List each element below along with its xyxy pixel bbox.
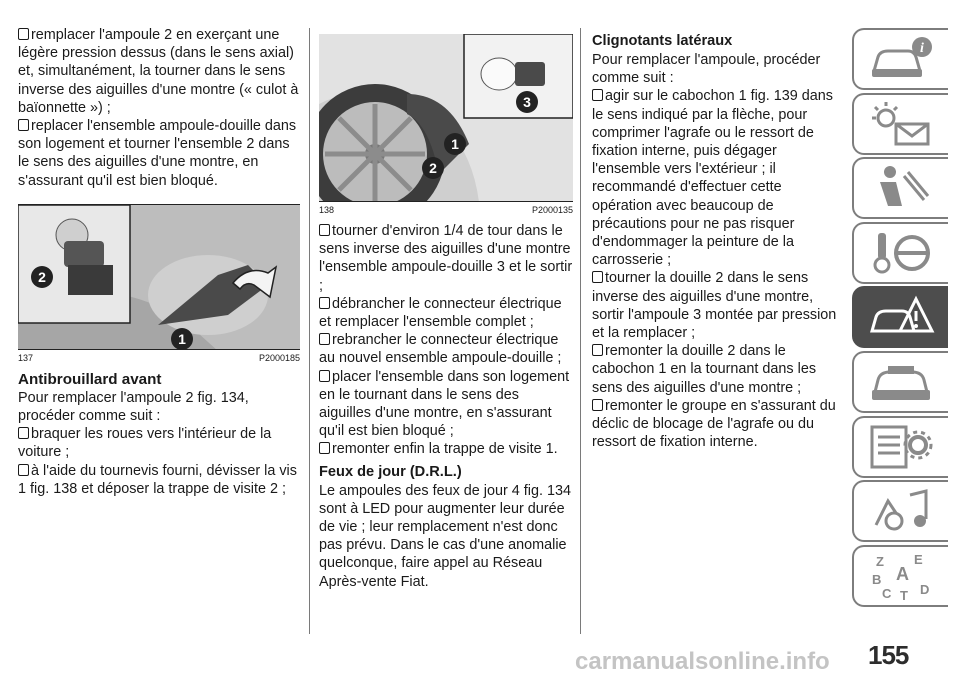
- list-item: placer l'ensemble dans son logement en le tournant dans le sens des aiguilles d'une montre, en s'assurant qu'il est bien bloqué ;: [319, 368, 570, 440]
- list-item: remonter la douille 2 dans le cabochon 1 en la tournant dans les sens des aiguilles d'une montre ;: [592, 343, 817, 396]
- list-item: rebrancher le connecteur électrique au nouvel ensemble ampoule-douille ;: [319, 332, 562, 367]
- column-2: [319, 34, 573, 591]
- bullet-icon: [319, 224, 330, 236]
- tab-warning-lights[interactable]: [852, 93, 948, 155]
- figure-137: [18, 204, 300, 350]
- index-letters-icon: [866, 550, 936, 602]
- bullet-icon: [592, 89, 603, 101]
- callout-2-icon: [30, 265, 54, 289]
- paragraph: Pour remplacer l'ampoule 2 fig. 134, procéder comme suit :: [18, 389, 249, 425]
- tab-car-info[interactable]: [852, 28, 948, 90]
- car-info-icon: [866, 33, 936, 85]
- column-divider: [309, 28, 310, 634]
- fog-lamp-illustration: [18, 205, 300, 350]
- watermark: carmanualsonline.info: [575, 648, 830, 675]
- column-1: [18, 26, 300, 498]
- section-heading: Antibrouillard avant: [18, 370, 162, 388]
- paragraph: Le ampoules des feux de jour 4 fig. 134 sont à LED pour augmenter leur durée de vie ; leur remplacement n'est donc pas prévu. Dans le cas d'une anomalie quelconque, faire appel au Réseau Après-vente Fiat.: [319, 482, 572, 590]
- figure-138: [319, 34, 573, 202]
- column-divider: [580, 28, 581, 634]
- svg-text:3: 3: [523, 94, 531, 110]
- svg-text:B: B: [872, 571, 882, 587]
- list-item: replacer l'ensemble ampoule-douille dans son logement et tourner l'ensemble 2 dans le sens des aiguilles d'une montre, en s'assurant qu'il est bien bloqué.: [18, 118, 297, 189]
- figure-caption: 137 P2000185: [18, 352, 300, 363]
- svg-text:D: D: [920, 581, 930, 597]
- tab-starting-driving[interactable]: [852, 222, 948, 284]
- bullet-icon: [592, 271, 603, 283]
- svg-text:2: 2: [38, 268, 46, 285]
- page-number: 155: [868, 640, 909, 670]
- svg-text:1: 1: [178, 330, 186, 347]
- bullet-icon: [319, 442, 330, 454]
- list-item: à l'aide du tournevis fourni, dévisser la vis 1 fig. 138 et déposer la trappe de visite 2 ;: [18, 462, 297, 497]
- section-heading: Feux de jour (D.R.L.): [319, 463, 462, 480]
- multimedia-icon: [866, 485, 936, 537]
- figure-caption: 138 P2000135: [319, 205, 573, 215]
- list-item: remplacer l'ampoule 2 en exerçant une légère pression dessus (dans le sens axial) et, simultanément, la tourner dans le sens inverse des aiguilles d'une montre (« culot à baïonnette ») ;: [18, 27, 299, 116]
- bullet-icon: [18, 28, 29, 40]
- specifications-gear-icon: [866, 421, 936, 473]
- svg-text:T: T: [900, 587, 908, 602]
- bullet-icon: [319, 297, 330, 309]
- bullet-icon: [18, 464, 29, 476]
- seat-airbag-icon: [866, 162, 936, 214]
- chapter-sidebar: [852, 28, 948, 609]
- bullet-icon: [592, 399, 603, 411]
- tab-index[interactable]: [852, 545, 948, 607]
- car-maintenance-icon: [866, 356, 936, 408]
- bullet-icon: [319, 333, 330, 345]
- bullet-icon: [592, 344, 603, 356]
- svg-text:Z: Z: [876, 553, 884, 569]
- callout-1-icon: [443, 132, 467, 156]
- svg-text:C: C: [882, 585, 892, 601]
- tab-maintenance[interactable]: [852, 351, 948, 413]
- svg-text:2: 2: [429, 160, 437, 176]
- list-item: remonter enfin la trappe de visite 1.: [319, 440, 573, 458]
- bullet-icon: [18, 427, 29, 439]
- list-item: braquer les roues vers l'intérieur de la voiture ;: [18, 426, 272, 461]
- section-heading: Clignotants latéraux: [592, 33, 733, 49]
- svg-text:i: i: [920, 41, 924, 56]
- warning-lights-icon: [866, 98, 936, 150]
- car-wheel-arch-illustration: [319, 34, 573, 202]
- list-item: remonter le groupe en s'assurant du déclic de blocage de l'agrafe ou du ressort de fixation interne.: [592, 397, 836, 451]
- callout-1-icon: [170, 327, 194, 350]
- emergency-car-icon: [866, 291, 936, 343]
- tab-specifications[interactable]: [852, 416, 948, 478]
- column-3: [592, 32, 838, 451]
- bullet-icon: [18, 119, 29, 131]
- callout-3-icon: [515, 90, 539, 114]
- svg-text:A: A: [896, 563, 909, 584]
- list-item: tourner d'environ 1/4 de tour dans le sens inverse des aiguilles d'une montre l'ensemble ampoule-douille 3 et le sortir ;: [319, 223, 573, 294]
- list-item: débrancher le connecteur électrique et remplacer l'ensemble complet ;: [319, 295, 562, 331]
- list-item: tourner la douille 2 dans le sens inverse des aiguilles d'une montre, sortir l'ampoule 3 montée par pression et la remplacer ;: [592, 270, 837, 342]
- svg-text:E: E: [914, 551, 923, 567]
- tab-emergency[interactable]: [852, 286, 948, 348]
- tab-multimedia[interactable]: [852, 480, 948, 542]
- svg-text:1: 1: [451, 136, 459, 152]
- list-item: agir sur le cabochon 1 fig. 139 dans le sens indiqué par la flèche, pour comprimer l'agrafe ou le ressort de fixation interne, puis dégager l'ensemble vers l'extérieur ; il recommandé d'effectuer cette opération avec beaucoup de précautions pour ne pas risquer d'endommager la peinture de la carrosserie ;: [592, 88, 834, 269]
- tab-safety[interactable]: [852, 157, 948, 219]
- key-steering-wheel-icon: [866, 227, 936, 279]
- paragraph: Pour remplacer l'ampoule, procéder comme suit :: [592, 52, 821, 87]
- callout-2-icon: [421, 156, 445, 180]
- bullet-icon: [319, 370, 330, 382]
